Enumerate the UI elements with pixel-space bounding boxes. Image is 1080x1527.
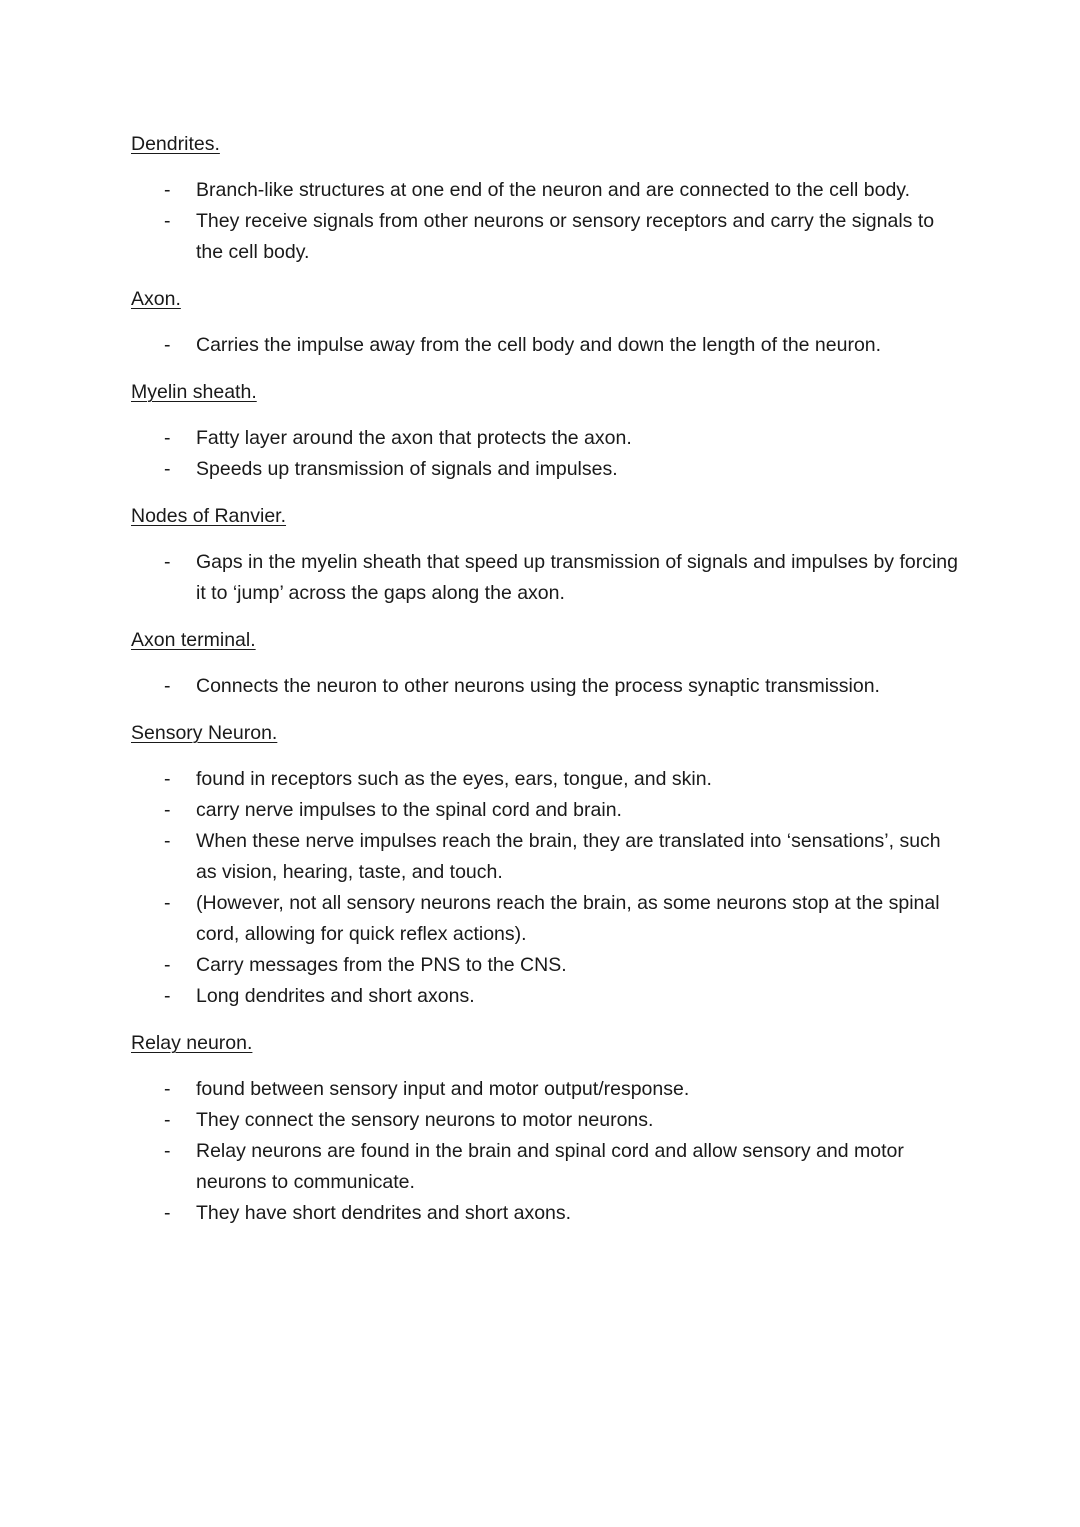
section-heading: Myelin sheath. <box>131 381 257 403</box>
dash-marker: - <box>164 1140 171 1162</box>
dash-marker: - <box>164 458 171 480</box>
section-heading: Axon. <box>131 288 181 310</box>
list-item-text: They connect the sensory neurons to motor neurons. <box>196 1109 654 1131</box>
list-item <box>131 888 966 950</box>
list-item <box>131 547 966 609</box>
section-dendrites <box>131 130 961 285</box>
section-myelin-sheath <box>131 378 961 502</box>
dash-marker: - <box>164 179 171 201</box>
bullet-list <box>131 547 961 609</box>
list-item <box>131 795 966 826</box>
list-item-text: carry nerve impulses to the spinal cord and brain. <box>196 799 622 821</box>
list-item-text: Branch-like structures at one end of the neuron and are connected to the cell body. <box>196 179 911 201</box>
list-item-text: Carries the impulse away from the cell body and down the length of the neuron. <box>196 334 882 356</box>
bullet-list <box>131 423 961 485</box>
dash-marker: - <box>164 1202 171 1224</box>
list-item-text: Carry messages from the PNS to the CNS. <box>196 954 567 976</box>
dash-marker: - <box>164 954 171 976</box>
list-item <box>131 826 966 888</box>
dash-marker: - <box>164 675 171 697</box>
section-heading: Axon terminal. <box>131 629 256 651</box>
list-item <box>131 454 966 485</box>
list-item <box>131 330 966 361</box>
section-heading: Nodes of Ranvier. <box>131 505 287 527</box>
section-heading: Relay neuron. <box>131 1032 253 1054</box>
section-axon-terminal <box>131 626 961 719</box>
list-item-text: (However, not all sensory neurons reach the brain, as some neurons stop at the spinal cord, allowing for quick reflex actions). <box>196 892 940 945</box>
list-item-text: found in receptors such as the eyes, ears, tongue, and skin. <box>196 768 712 790</box>
dash-marker: - <box>164 799 171 821</box>
list-item <box>131 950 966 981</box>
dash-marker: - <box>164 334 171 356</box>
bullet-list <box>131 764 961 1012</box>
bullet-list <box>131 1074 961 1229</box>
list-item-text: They receive signals from other neurons or sensory receptors and carry the signals to the cell body. <box>196 210 935 263</box>
list-item <box>131 175 966 206</box>
bullet-list <box>131 330 961 361</box>
list-item-text: Long dendrites and short axons. <box>196 985 475 1007</box>
list-item-text: Gaps in the myelin sheath that speed up transmission of signals and impulses by forcing it to ‘jump’ across the gaps along the axon. <box>196 551 958 604</box>
dash-marker: - <box>164 1109 171 1131</box>
dash-marker: - <box>164 210 171 232</box>
list-item-text: They have short dendrites and short axons. <box>196 1202 572 1224</box>
dash-marker: - <box>164 1078 171 1100</box>
dash-marker: - <box>164 427 171 449</box>
list-item <box>131 1074 966 1105</box>
section-heading: Dendrites. <box>131 133 220 155</box>
dash-marker: - <box>164 892 171 914</box>
list-item <box>131 981 966 1012</box>
dash-marker: - <box>164 551 171 573</box>
dash-marker: - <box>164 768 171 790</box>
list-item-text: Relay neurons are found in the brain and spinal cord and allow sensory and motor neurons to communicate. <box>196 1140 904 1193</box>
list-item <box>131 1136 966 1198</box>
list-item-text: found between sensory input and motor output/response. <box>196 1078 690 1100</box>
list-item <box>131 206 966 268</box>
bullet-list <box>131 671 961 702</box>
section-relay-neuron <box>131 1029 961 1229</box>
dash-marker: - <box>164 830 171 852</box>
section-heading: Sensory Neuron. <box>131 722 278 744</box>
list-item <box>131 1105 966 1136</box>
bullet-list <box>131 175 961 268</box>
section-nodes-of-ranvier <box>131 502 961 626</box>
list-item-text: Fatty layer around the axon that protects the axon. <box>196 427 632 449</box>
section-axon <box>131 285 961 378</box>
list-item <box>131 671 966 702</box>
section-sensory-neuron <box>131 719 961 1029</box>
list-item <box>131 423 966 454</box>
dash-marker: - <box>164 985 171 1007</box>
list-item <box>131 764 966 795</box>
list-item <box>131 1198 966 1229</box>
list-item-text: Speeds up transmission of signals and impulses. <box>196 458 618 480</box>
list-item-text: Connects the neuron to other neurons using the process synaptic transmission. <box>196 675 880 697</box>
list-item-text: When these nerve impulses reach the brain, they are translated into ‘sensations’, such as vision, hearing, taste, and touch. <box>196 830 941 883</box>
